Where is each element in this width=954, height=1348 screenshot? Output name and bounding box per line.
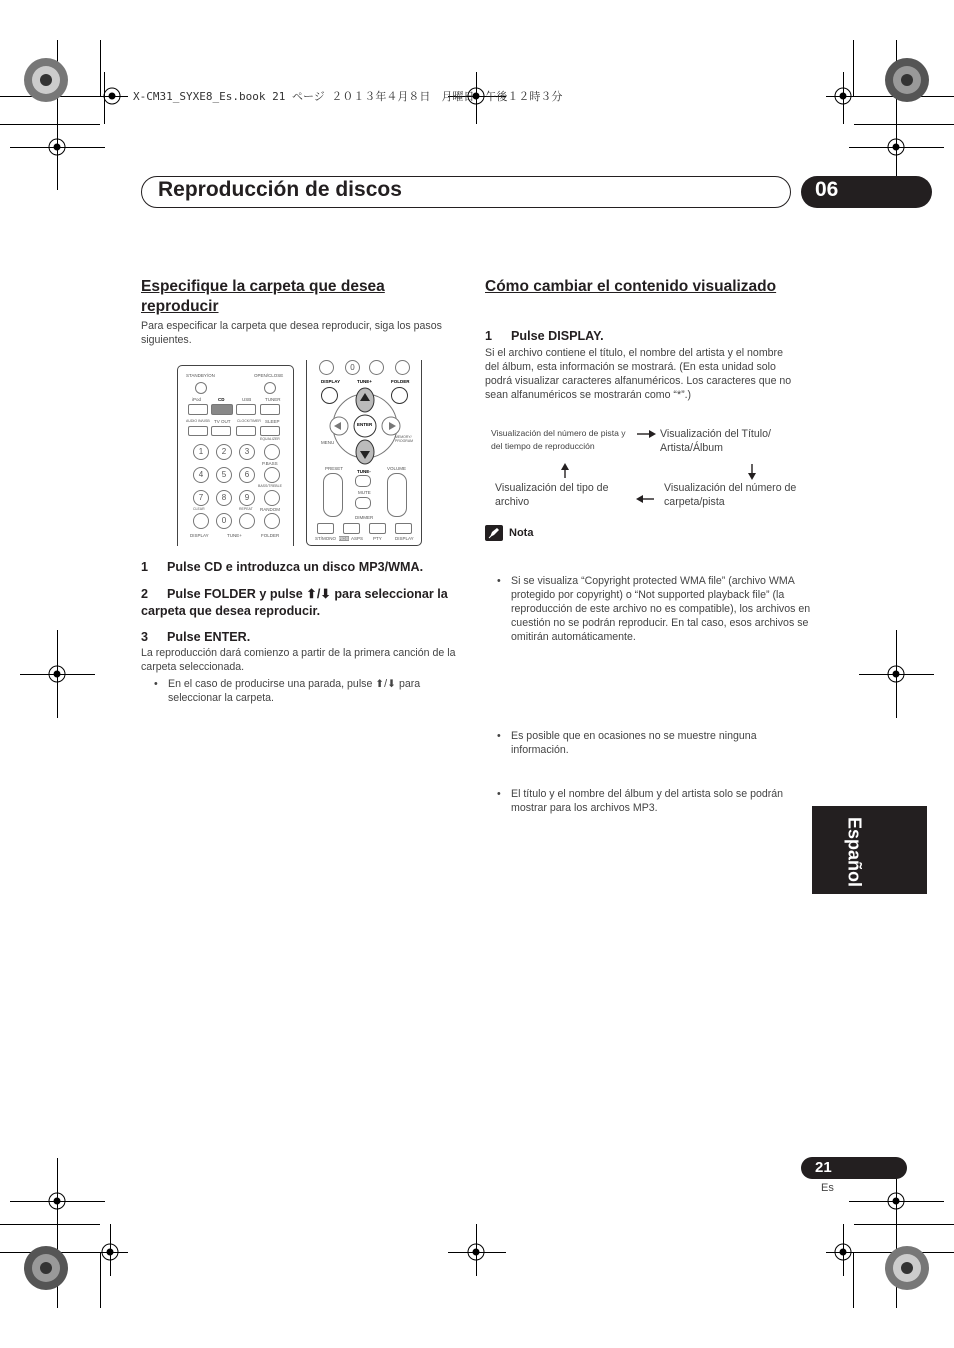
remote-illustration-right: 0 DISPLAY TUNE+ FOLDER ENTER MENU MEMORY/ PROGRAM TUNE- PRESET VOLUME MUTE DIMMER ST/MONO RDS ASPS PTY DISPLAY	[306, 360, 422, 546]
language-tab	[812, 806, 927, 894]
folder-intro: Para especificar la carpeta que desea reproducir, siga los pasos siguientes.	[141, 320, 442, 346]
folder-step-1: 1 Pulse CD e introduzca un disco MP3/WMA.	[141, 560, 424, 574]
section-title-folder: Especifique la carpeta que desea reproducir	[141, 278, 385, 315]
note-title: Nota	[509, 527, 534, 539]
flow-folder-track: Visualización del número de carpeta/pista	[664, 482, 797, 508]
page-language-code: Es	[821, 1182, 834, 1194]
folder-step-3: 3 Pulse ENTER.	[141, 630, 251, 644]
chapter-title: Reproducción de discos	[158, 178, 402, 201]
language-tab-label: Español	[844, 816, 865, 888]
chapter-number-badge: 06	[801, 176, 932, 208]
note-item: • Es posible que en ocasiones no se muestre ninguna información.	[497, 729, 811, 757]
remote-illustration-left: STANDBY/ON OPEN/CLOSE iPod CD USB TUNER AUDIO IN/USB TV OUT CLOCK/TIMER SLEEP EQUALIZER 1 2 3 P.BASS 4 5 6 BASS/TREBLE 7 8 9 CLEAR REPEAT RANDOM 0 DISPLAY TUNE+ FOLDER	[177, 365, 294, 546]
flow-title-artist-album: Visualización del Título/ Artista/Álbum	[660, 428, 771, 454]
print-info: X-CM31_SYXE8_Es.book 21 ページ ２０１３年４月８日 月曜日 午後１２時３分	[133, 90, 563, 103]
note-item: • Si se visualiza “Copyright protected WMA file” (archivo WMA protegido por copyright) o “Not supported playback file” (la reproducción de este archivo no es compatible), los archivos en cuestión no se podrán reproducir. En tal caso, esos archivos se omitirán automáticamente.	[497, 574, 811, 644]
standby-button	[195, 382, 207, 394]
note-icon	[485, 525, 503, 541]
page-number: 21	[801, 1157, 907, 1179]
flow-arrows	[480, 420, 810, 510]
display-step-1: 1 Pulse DISPLAY.	[485, 329, 604, 343]
folder-step-2: 2 Pulse FOLDER y pulse ⬆/⬇ para seleccionar la carpeta que desea reproducir.	[141, 587, 448, 618]
note-item: • El título y el nombre del álbum y del artista solo se podrán mostrar para los archivos MP3.	[497, 787, 811, 815]
flow-track-time: Visualización del número de pista y del tiempo de reproducción	[491, 428, 626, 451]
folder-step-3-bullet: • En el caso de producirse una parada, pulse ⬆/⬇ para seleccionar la carpeta.	[154, 677, 468, 705]
eject-button	[264, 382, 276, 394]
folder-step-3-text: La reproducción dará comienzo a partir de la primera canción de la carpeta seleccionada.	[141, 647, 456, 673]
display-step-1-text: Si el archivo contiene el título, el nombre del artista y el nombre del álbum, esta información se mostrará. (En esta unidad solo podrá visualizar caracteres alfanuméricos. Los caracteres que no sean alfanuméricos se mostrarán como “*”.)	[485, 347, 792, 401]
flow-file-type: Visualización del tipo de archivo	[495, 482, 609, 508]
section-title-display: Cómo cambiar el contenido visualizado	[485, 278, 777, 295]
